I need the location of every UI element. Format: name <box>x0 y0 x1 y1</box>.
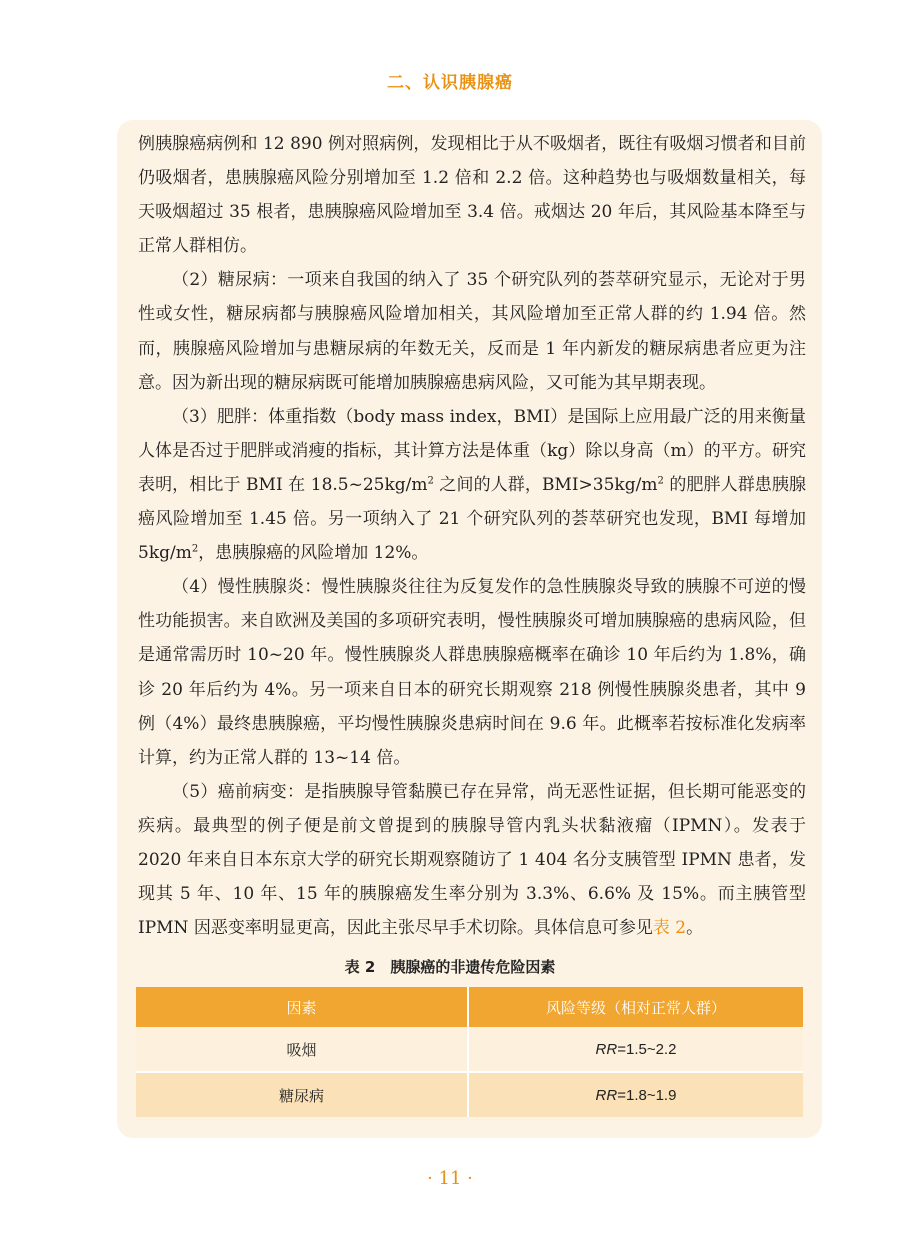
obesity-text-b: 之间的人群，BMI>35kg/m <box>433 474 658 495</box>
body-text <box>138 127 806 945</box>
table-header-row <box>136 987 803 1027</box>
table-2-link[interactable]: 表 2 <box>652 918 687 939</box>
precancer-text: （5）癌前病变：是指胰腺导管黏膜已存在异常，尚无恶性证据，但长期可能恶变的疾病。最典型的例子便是前文曾提到的胰腺导管内乳头状黏液瘤（IPMN）。发表于 2020 年来自日本东京大学的研究长期观察随访了 1 404 名分支胰管型 IPMN 患者，发现其 5 年、10 年、15 年的胰腺癌发生率分别为 3.3%、6.6% 及 15%。而主胰管型 IPMN 因恶变率明显更高，因此主张尽早手术切除。具体信息可参见 <box>138 781 806 939</box>
paragraph-smoking-cont: 例胰腺癌病例和 12 890 例对照病例，发现相比于从不吸烟者，既往有吸烟习惯者和目前仍吸烟者，患胰腺癌风险分别增加至 1.2 倍和 2.2 倍。这种趋势也与吸烟数量相关，每天吸烟超过 35 根者，患胰腺癌风险增加至 3.4 倍。戒烟达 20 年后，其风险基本降至与正常人群相仿。 <box>138 134 806 257</box>
paragraph-precancer <box>138 775 806 945</box>
superscript-2: 2 <box>191 543 199 555</box>
rr-value: =1.8~1.9 <box>617 1086 677 1104</box>
rr-label: RR <box>595 1040 618 1058</box>
obesity-text-d: ，患胰腺癌的风险增加 12%。 <box>198 543 429 564</box>
superscript-2: 2 <box>657 475 664 487</box>
page-number: · 11 · <box>427 1168 473 1189</box>
header-risk-level: 风险等级（相对正常人群） <box>468 987 803 1027</box>
precancer-end: 。 <box>686 918 704 939</box>
risk-factor-table <box>136 987 803 1117</box>
table-caption: 表 2 胰腺癌的非遗传危险因素 <box>344 958 556 976</box>
factor-cell: 吸烟 <box>136 1027 468 1072</box>
paragraph-pancreatitis: （4）慢性胰腺炎：慢性胰腺炎往往为反复发作的急性胰腺炎导致的胰腺不可逆的慢性功能损害。来自欧洲及美国的多项研究表明，慢性胰腺炎可增加胰腺癌的患病风险，但是通常需历时 10~20 年。慢性胰腺炎人群患胰腺癌概率在确诊 10 年后约为 1.8%，确诊 20 年后约为 4%。另一项来自日本的研究长期观察 218 例慢性胰腺炎患者，其中 9 例（4%）最终患胰腺癌，平均慢性胰腺炎患病时间在 9.6 年。此概率若按标准化发病率计算，约为正常人群的 13~14 倍。 <box>138 577 806 768</box>
header-factor: 因素 <box>136 987 468 1027</box>
superscript-2: 2 <box>427 475 434 487</box>
rr-value: =1.5~2.2 <box>617 1040 677 1058</box>
risk-cell <box>468 1027 803 1072</box>
factor-cell: 糖尿病 <box>136 1072 468 1117</box>
table-row <box>136 1027 803 1072</box>
paragraph-obesity <box>138 400 806 570</box>
table-row <box>136 1072 803 1117</box>
rr-label: RR <box>595 1086 618 1104</box>
risk-cell <box>468 1072 803 1117</box>
obesity-text-a: （3）肥胖：体重指数（body mass index，BMI）是国际上应用最广泛的用来衡量人体是否过于肥胖或消瘦的指标，其计算方法是体重（kg）除以身高（m）的平方。研究表明，相比于 BMI 在 18.5~25kg/m <box>138 406 806 495</box>
chapter-header: 二、认识胰腺癌 <box>387 73 513 93</box>
obesity-text-c: 的肥胖人群患胰腺癌风险增加至 1.45 倍。另一项纳入了 21 个研究队列的荟萃研究也发现，BMI 每增加 5kg/m <box>138 474 806 564</box>
paragraph-diabetes: （2）糖尿病：一项来自我国的纳入了 35 个研究队列的荟萃研究显示，无论对于男性或女性，糖尿病都与胰腺癌风险增加相关，其风险增加至正常人群的约 1.94 倍。然而，胰腺癌风险增加与患糖尿病的年数无关，反而是 1 年内新发的糖尿病患者应更为注意。因为新出现的糖尿病既可能增加胰腺癌患病风险，又可能为其早期表现。 <box>138 270 806 393</box>
